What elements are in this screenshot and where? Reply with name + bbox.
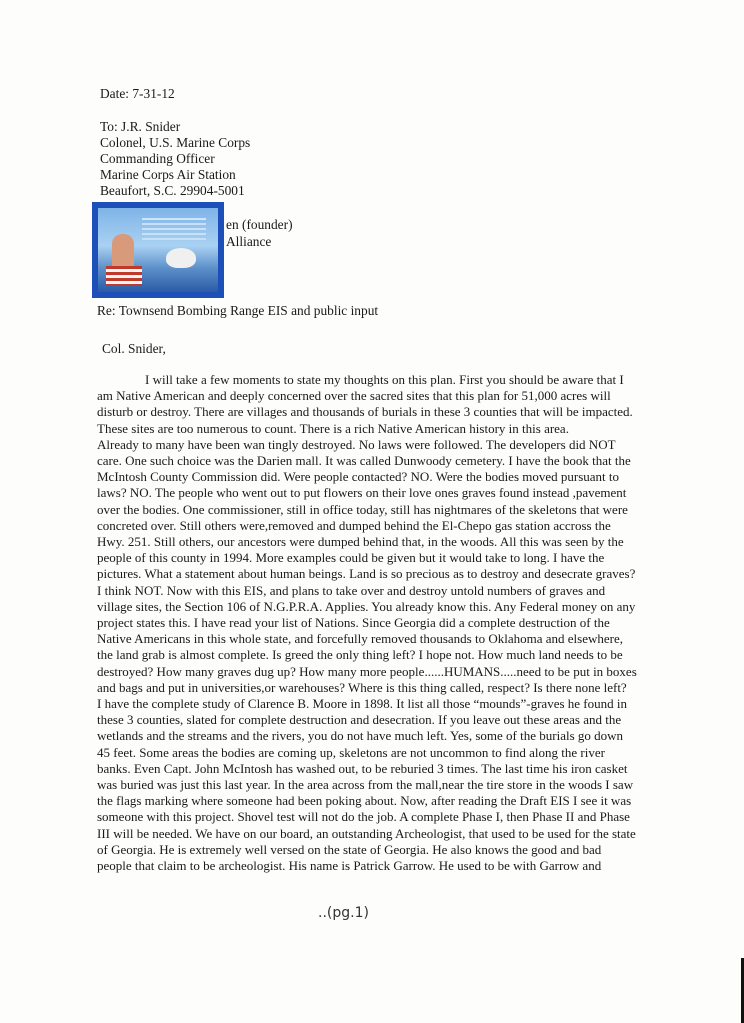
body-line: I will take a few moments to state my thoughts on this plan. First you should be aware that I [145, 372, 624, 387]
body-line: people of this county in 1994. More examples could be given but it would take to long. I have the [97, 550, 605, 566]
body-line: These sites are too numerous to count. There is a rich Native American history in this area. [97, 420, 569, 436]
alliance-logo-image [92, 202, 224, 298]
body-line: Hwy. 251. Still others, our ancestors were dumped behind that, in the woods. All this was seen by the [97, 534, 624, 550]
body-line: disturb or destroy. There are villages and thousands of burials in these 3 counties that will be impacted. [97, 404, 633, 420]
body-line: McIntosh County Commission did. Were people contacted? NO. Were the bodies moved pursuant to [97, 469, 620, 485]
body-line: concreted over. Still others were,removed and dumped behind the El-Chepo gas station accross the [97, 517, 611, 533]
body-line: wetlands and the streams and the rivers, you do not have much left. Yes, some of the burials go down [97, 728, 624, 744]
recipient-line-3: Commanding Officer [100, 151, 215, 166]
sender-line-1: en (founder) [226, 217, 293, 232]
body-line: these 3 counties, slated for complete destruction and desecration. If you leave out these areas and the [97, 712, 622, 728]
body-line: am Native American and deeply concerned over the sacred sites that this plan for 51,000 acres will [97, 388, 611, 404]
letter-body [97, 372, 697, 874]
salutation: Col. Snider, [102, 341, 166, 356]
letter-date: Date: 7-31-12 [100, 86, 175, 101]
body-line: was buried was just this last year. In the area across from the mall,near the tire store in the woods I saw [97, 777, 634, 793]
body-line: care. One such choice was the Darien mall. It was called Dunwoody cemetery. I have the book that the [97, 453, 631, 469]
recipient-line-5: Beaufort, S.C. 29904-5001 [100, 183, 245, 198]
body-line: over the bodies. One commissioner, still in office today, still has nightmares of the skeletons that were [97, 501, 628, 517]
body-line: someone with this project. Shovel test will not do the job. A complete Phase I, then Phase II and Phase [97, 809, 630, 825]
recipient-line-4: Marine Corps Air Station [100, 167, 236, 182]
body-line: people that claim to be archeologist. His name is Patrick Garrow. He used to be with Garrow and [97, 858, 602, 874]
page-number-handwritten: ..(pg.1) [318, 905, 369, 921]
body-line: and bags and put in universities,or warehouses? Where is this thing called, respect? Is there none left? [97, 679, 627, 695]
body-line: village sites, the Section 106 of N.G.P.R.A. Applies. You already know this. Any Federal money on any [97, 598, 636, 614]
body-line: project states this. I have read your list of Nations. Since Georgia did a complete destruction of the [97, 615, 610, 631]
body-line: III will be needed. We have on our board, an outstanding Archeologist, that used to be used for the state [97, 825, 636, 841]
body-line: of Georgia. He is extremely well versed on the state of Georgia. He also knows the good and bad [97, 841, 602, 857]
subject-line: Re: Townsend Bombing Range EIS and public input [97, 303, 379, 318]
body-line: destroyed? How many graves dug up? How many more people......HUMANS.....need to be put in boxes [97, 663, 637, 679]
recipient-line-1: To: J.R. Snider [100, 119, 181, 134]
body-line: pictures. What a statement about human beings. Land is so precious as to destroy and desecrate graves? [97, 566, 636, 582]
body-line: Native Americans in this whole state, and forcefully removed thousands to Oklahoma and elsewhere, [97, 631, 623, 647]
body-line: I think NOT. Now with this EIS, and plans to take over and destroy untold numbers of graves and [97, 582, 606, 598]
body-line: 45 feet. Some areas the bodies are coming up, skeletons are not uncommon to find along the river [97, 744, 605, 760]
sender-line-2: Alliance [226, 234, 272, 249]
body-line: Already to many have been wan tingly destroyed. No laws were followed. The developers did NOT [97, 436, 616, 452]
body-line: I have the complete study of Clarence B. Moore in 1898. It list all those “mounds”-graves he found in [97, 696, 627, 712]
recipient-line-2: Colonel, U.S. Marine Corps [100, 135, 251, 150]
body-line: the land grab is almost complete. Is greed the only thing left? I hope not. How much land needs to be [97, 647, 623, 663]
body-line: the flags marking where someone had been poking about. Now, after reading the Draft EIS I see it was [97, 793, 632, 809]
body-line: banks. Even Capt. John McIntosh has washed out, to be reburied 3 times. The last time his iron casket [97, 760, 628, 776]
body-line: laws? NO. The people who went out to put flowers on their love ones graves found instead ,pavement [97, 485, 627, 501]
